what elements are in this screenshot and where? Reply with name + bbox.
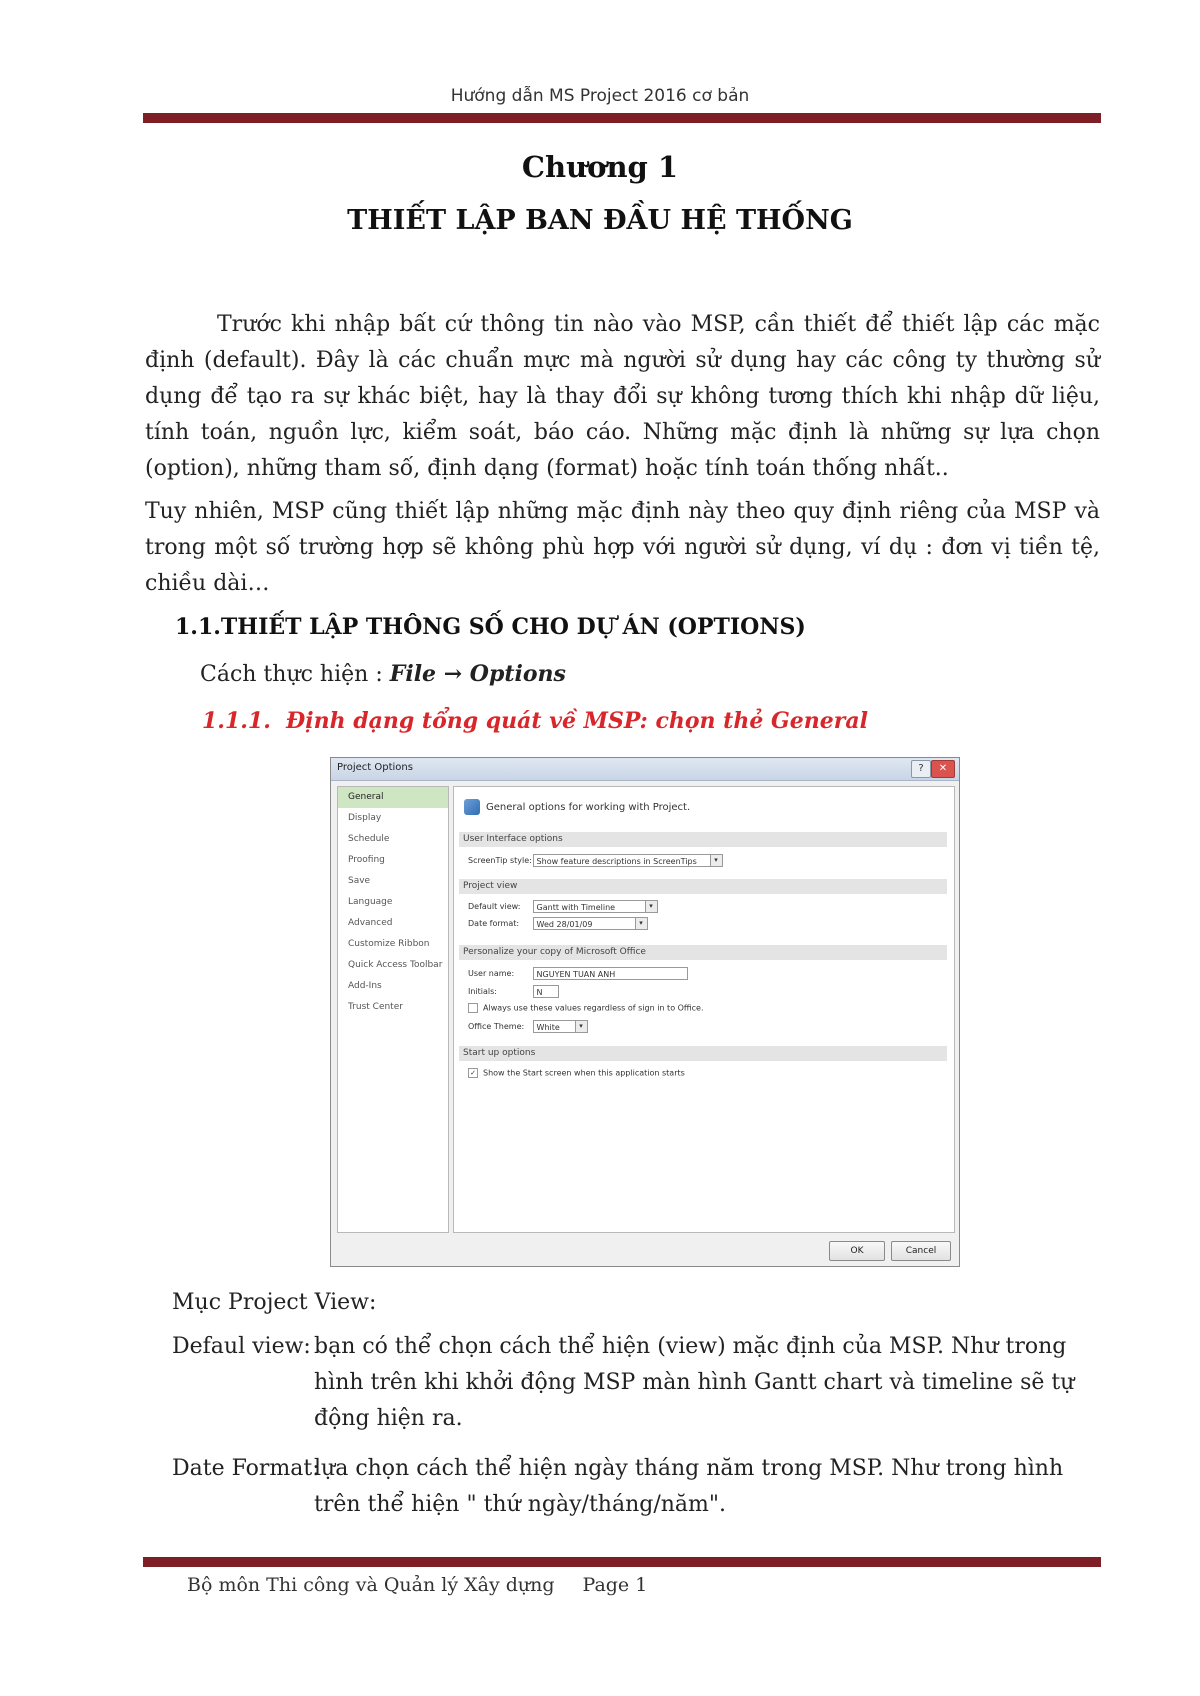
main-heading-text: General options for working with Project. [486,802,691,813]
cancel-button[interactable]: Cancel [891,1241,951,1261]
close-icon[interactable]: ✕ [931,760,955,778]
sidebar-item-proofing[interactable]: Proofing [348,855,385,865]
screentip-row [468,854,723,867]
default-view-select[interactable] [533,900,658,913]
date-format-label: Date format: [468,919,520,928]
screentip-label: ScreenTip style: [468,856,532,865]
project-view-section: Project view [459,879,947,894]
howto-prefix: Cách thực hiện : [200,662,390,687]
start-screen-label: Show the Start screen when this application starts [483,1068,685,1078]
dialog-titlebar [331,758,959,781]
start-screen-checkbox[interactable]: ✓ [468,1068,478,1078]
chevron-down-icon: ▾ [710,855,722,866]
chevron-down-icon: ▾ [575,1021,587,1032]
options-main-panel [453,786,955,1233]
sidebar-item-quick-access-toolbar[interactable]: Quick Access Toolbar [348,960,443,970]
chapter-title: THIẾT LẬP BAN ĐẦU HỆ THỐNG [347,205,853,236]
always-use-checkbox[interactable] [468,1003,478,1013]
default-view-label: Default view: [468,902,521,911]
sidebar-item-schedule[interactable]: Schedule [348,834,390,844]
section-heading-1-1-1 [202,708,868,734]
screentip-select[interactable] [533,854,723,867]
office-theme-label: Office Theme: [468,1022,525,1031]
page-footer [187,1574,647,1596]
office-theme-value: White [536,1023,560,1032]
section-number: 1.1.1. [202,708,271,734]
sidebar-item-customize-ribbon[interactable]: Customize Ribbon [348,939,430,949]
sidebar-item-add-ins[interactable]: Add-Ins [348,981,382,991]
section-title: Định dạng tổng quát về MSP: chọn thẻ General [286,708,868,734]
help-icon[interactable]: ? [911,760,931,778]
default-view-description: bạn có thể chọn cách thể hiện (view) mặc định của MSP. Như trong hình trên khi khởi động MSP màn hình Gantt chart và timeline sẽ tự động hiện ra. [314,1334,1075,1431]
sidebar-item-language[interactable]: Language [348,897,393,907]
chapter-label: Chương 1 [521,150,679,184]
footer-rule [143,1557,1101,1567]
ui-options-section: User Interface options [459,832,947,847]
chevron-down-icon: ▾ [645,901,657,912]
date-format-description: lựa chọn cách thể hiện ngày tháng năm trong MSP. Như trong hình trên thể hiện " thứ ngày/tháng/năm". [314,1456,1064,1517]
office-theme-row [468,1020,588,1033]
sidebar-item-save[interactable]: Save [348,876,371,886]
running-header: Hướng dẫn MS Project 2016 cơ bản [450,86,750,106]
dialog-title: Project Options [337,762,413,773]
howto-line [200,661,566,687]
screentip-value: Show feature descriptions in ScreenTips [536,857,697,866]
default-view-row [468,900,658,913]
user-name-input[interactable]: NGUYEN TUAN ANH [533,967,688,980]
sidebar-item-display[interactable]: Display [348,813,382,823]
date-format-select[interactable] [533,917,648,930]
startup-section: Start up options [459,1046,947,1061]
start-screen-row [468,1068,685,1078]
chevron-down-icon: ▾ [635,918,647,929]
default-view-value: Gantt with Timeline [536,903,616,912]
header-rule [143,113,1101,123]
sidebar-item-advanced[interactable]: Advanced [348,918,393,928]
date-format-term: Date Format: [172,1456,320,1481]
intro-paragraph: Trước khi nhập bất cứ thông tin nào vào MSP, cần thiết để thiết lập các mặc định (default). Đây là các chuẩn mực mà người sử dụng hay các công ty thường sử dụng để tạo ra sự khác biệt, hay là thay đổi sự không tương thích khi nhập dữ liệu, tính toán, nguồn lực, kiểm soát, báo cáo. Những mặc định là những sự lựa chọn (option), những tham số, định dạng (format) hoặc tính toán thống nhất.. [145,312,1100,481]
default-view-term: Defaul view: [172,1334,311,1359]
always-use-label: Always use these values regardless of sign in to Office. [483,1003,704,1013]
sidebar-item-general[interactable]: General [338,787,448,808]
initials-row [468,985,559,998]
project-view-heading: Mục Project View: [172,1290,377,1315]
sidebar-item-trust-center[interactable]: Trust Center [348,1002,403,1012]
options-gear-icon [464,799,480,815]
office-theme-select[interactable] [533,1020,588,1033]
main-heading [464,799,690,815]
user-name-row [468,967,688,980]
section-heading-1-1: 1.1.THIẾT LẬP THÔNG SỐ CHO DỰ ÁN (OPTIONS) [175,614,806,640]
options-sidebar [337,786,449,1233]
second-paragraph: Tuy nhiên, MSP cũng thiết lập những mặc định này theo quy định riêng của MSP và trong một số trường hợp sẽ không phù hợp với người sử dụng, ví dụ : đơn vị tiền tệ, chiều dài… [145,499,1100,596]
ok-button[interactable]: OK [829,1241,885,1261]
project-options-dialog [330,757,960,1267]
page-number: Page 1 [582,1574,648,1596]
personalize-section: Personalize your copy of Microsoft Office [459,945,947,960]
initials-input[interactable]: N [533,985,559,998]
howto-path: File → Options [389,661,566,687]
user-name-label: User name: [468,969,515,978]
date-format-value: Wed 28/01/09 [536,920,593,929]
always-use-row [468,1003,704,1013]
date-format-row [468,917,648,930]
initials-label: Initials: [468,987,497,996]
footer-department: Bộ môn Thi công và Quản lý Xây dựng [187,1574,555,1596]
